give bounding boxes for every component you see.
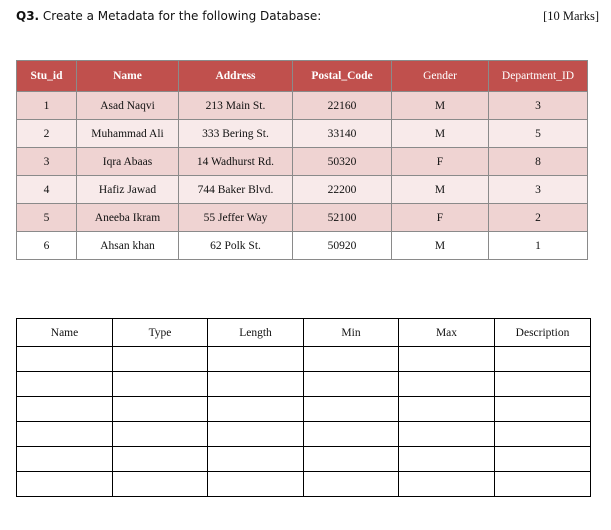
metadata-cell-type[interactable] xyxy=(113,347,208,372)
cell-department-id: 8 xyxy=(489,148,588,176)
cell-gender: F xyxy=(392,148,489,176)
metadata-cell-name[interactable] xyxy=(17,397,113,422)
metadata-row xyxy=(17,447,591,472)
meta-header-name: Name xyxy=(17,319,113,347)
meta-header-length: Length xyxy=(208,319,304,347)
metadata-cell-description[interactable] xyxy=(495,447,591,472)
metadata-cell-max[interactable] xyxy=(399,447,495,472)
cell-stu-id: 6 xyxy=(17,232,77,260)
cell-stu-id: 1 xyxy=(17,92,77,120)
cell-stu-id: 2 xyxy=(17,120,77,148)
cell-name: Hafiz Jawad xyxy=(77,176,179,204)
cell-stu-id: 3 xyxy=(17,148,77,176)
metadata-table xyxy=(16,318,591,497)
cell-name: Asad Naqvi xyxy=(77,92,179,120)
cell-postal-code: 22200 xyxy=(293,176,392,204)
meta-header-min: Min xyxy=(304,319,399,347)
cell-name: Ahsan khan xyxy=(77,232,179,260)
meta-header-max: Max xyxy=(399,319,495,347)
header-department-id: Department_ID xyxy=(489,61,588,92)
metadata-cell-description[interactable] xyxy=(495,422,591,447)
cell-department-id: 2 xyxy=(489,204,588,232)
metadata-cell-description[interactable] xyxy=(495,372,591,397)
metadata-cell-max[interactable] xyxy=(399,372,495,397)
metadata-cell-max[interactable] xyxy=(399,422,495,447)
metadata-cell-length[interactable] xyxy=(208,372,304,397)
cell-address: 333 Bering St. xyxy=(179,120,293,148)
cell-stu-id: 4 xyxy=(17,176,77,204)
cell-gender: M xyxy=(392,176,489,204)
metadata-cell-min[interactable] xyxy=(304,397,399,422)
table-row xyxy=(17,232,588,260)
metadata-cell-name[interactable] xyxy=(17,422,113,447)
metadata-row xyxy=(17,347,591,372)
header-address: Address xyxy=(179,61,293,92)
cell-stu-id: 5 xyxy=(17,204,77,232)
metadata-cell-name[interactable] xyxy=(17,347,113,372)
metadata-cell-description[interactable] xyxy=(495,472,591,497)
metadata-cell-min[interactable] xyxy=(304,372,399,397)
metadata-cell-type[interactable] xyxy=(113,397,208,422)
cell-gender: M xyxy=(392,232,489,260)
metadata-row xyxy=(17,472,591,497)
metadata-cell-min[interactable] xyxy=(304,347,399,372)
metadata-cell-max[interactable] xyxy=(399,472,495,497)
metadata-cell-type[interactable] xyxy=(113,372,208,397)
cell-gender: M xyxy=(392,92,489,120)
metadata-cell-length[interactable] xyxy=(208,347,304,372)
question-text xyxy=(16,9,321,23)
cell-postal-code: 22160 xyxy=(293,92,392,120)
metadata-cell-length[interactable] xyxy=(208,397,304,422)
metadata-cell-name[interactable] xyxy=(17,372,113,397)
metadata-cell-description[interactable] xyxy=(495,397,591,422)
table-row xyxy=(17,204,588,232)
metadata-cell-min[interactable] xyxy=(304,447,399,472)
metadata-cell-length[interactable] xyxy=(208,472,304,497)
table-row xyxy=(17,148,588,176)
cell-name: Iqra Abaas xyxy=(77,148,179,176)
question-prompt: Create a Metadata for the following Database: xyxy=(39,9,322,23)
metadata-cell-type[interactable] xyxy=(113,422,208,447)
metadata-header-row xyxy=(17,319,591,347)
cell-department-id: 3 xyxy=(489,92,588,120)
metadata-cell-length[interactable] xyxy=(208,447,304,472)
metadata-cell-min[interactable] xyxy=(304,422,399,447)
metadata-row xyxy=(17,422,591,447)
header-postal-code: Postal_Code xyxy=(293,61,392,92)
cell-postal-code: 52100 xyxy=(293,204,392,232)
data-table-header-row xyxy=(17,61,588,92)
header-stu-id: Stu_id xyxy=(17,61,77,92)
table-row xyxy=(17,92,588,120)
table-row xyxy=(17,176,588,204)
table-row xyxy=(17,120,588,148)
metadata-row xyxy=(17,397,591,422)
metadata-cell-max[interactable] xyxy=(399,347,495,372)
meta-header-type: Type xyxy=(113,319,208,347)
cell-postal-code: 50320 xyxy=(293,148,392,176)
header-gender: Gender xyxy=(392,61,489,92)
cell-department-id: 5 xyxy=(489,120,588,148)
metadata-cell-length[interactable] xyxy=(208,422,304,447)
cell-postal-code: 33140 xyxy=(293,120,392,148)
cell-address: 62 Polk St. xyxy=(179,232,293,260)
cell-department-id: 1 xyxy=(489,232,588,260)
meta-header-description: Description xyxy=(495,319,591,347)
cell-name: Muhammad Ali xyxy=(77,120,179,148)
cell-address: 744 Baker Blvd. xyxy=(179,176,293,204)
question-number: Q3. xyxy=(16,9,40,23)
metadata-cell-type[interactable] xyxy=(113,472,208,497)
metadata-cell-name[interactable] xyxy=(17,472,113,497)
cell-name: Aneeba Ikram xyxy=(77,204,179,232)
metadata-cell-max[interactable] xyxy=(399,397,495,422)
metadata-row xyxy=(17,372,591,397)
header-name: Name xyxy=(77,61,179,92)
cell-address: 14 Wadhurst Rd. xyxy=(179,148,293,176)
cell-gender: F xyxy=(392,204,489,232)
student-data-table xyxy=(16,60,588,260)
cell-address: 55 Jeffer Way xyxy=(179,204,293,232)
marks-label: [10 Marks] xyxy=(543,9,599,23)
metadata-cell-name[interactable] xyxy=(17,447,113,472)
metadata-cell-min[interactable] xyxy=(304,472,399,497)
cell-postal-code: 50920 xyxy=(293,232,392,260)
cell-gender: M xyxy=(392,120,489,148)
metadata-cell-type[interactable] xyxy=(113,447,208,472)
cell-department-id: 3 xyxy=(489,176,588,204)
cell-address: 213 Main St. xyxy=(179,92,293,120)
metadata-cell-description[interactable] xyxy=(495,347,591,372)
